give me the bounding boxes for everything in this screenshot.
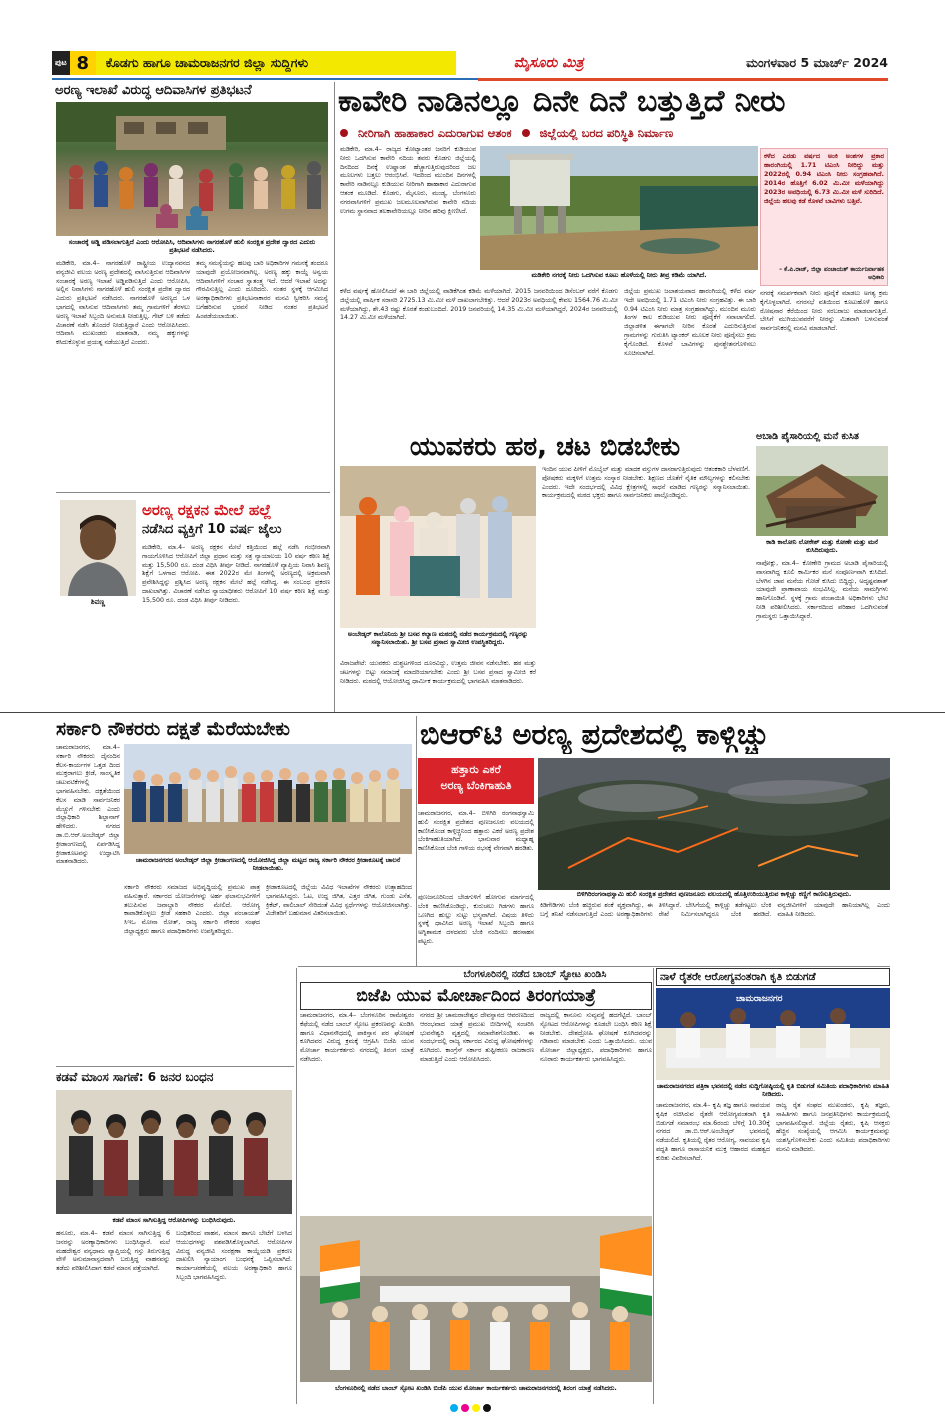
- fire-tag-line1: ಹತ್ತಾರು ಎಕರೆ: [451, 763, 501, 776]
- govt-body-mid: ಸರ್ಕಾರಿ ನೌಕರರು ಸಮಾಜದ ಅಭಿವೃದ್ಧಿಯಲ್ಲಿ ಪ್ರಮುಖ ಪಾತ್ರ ವಹಿಸುತ್ತಾರೆ. ಸರ್ಕಾರದ ಯೋಜನೆಗಳನ್ನು ಅರ್ಹ ಫಲಾನುಭವಿಗಳಿಗೆ ತಲುಪಿಸುವ ಜವಾಬ್ದಾರಿ ನೌಕರರ ಮೇಲಿದೆ. ಆರೋಗ್ಯ ಕಾಪಾಡಿಕೊಳ್ಳಲು ಕ್ರೀಡೆ ಸಹಕಾರಿ ಎಂದರು. ಜಿಲ್ಲಾ ಪಂಚಾಯತ್ ಸಿಇಒ ಮೋನಾ ರೋತ್, ರಾಜ್ಯ ಸರ್ಕಾರಿ ನೌಕರರ ಸಂಘದ ಜಿಲ್ಲಾಧ್ಯಕ್ಷರು ಹಾಗೂ ಪದಾಧಿಕಾರಿಗಳು ಉಪಸ್ಥಿತರಿದ್ದರು.: [124, 884, 260, 935]
- paper-date: ಮಂಗಳವಾರ 5 ಮಾರ್ಚ್ 2024: [746, 55, 888, 70]
- govt-headline: ಸರ್ಕಾರಿ ನೌಕರರು ದಕ್ಷತೆ ಮೆರೆಯಬೇಕು: [56, 718, 290, 740]
- fire-body-left: ಚಾಮರಾಜನಗರ, ಮಾ.4– ಬಿಳಿಗಿರಿ ರಂಗನಾಥಸ್ವಾಮಿ ಹುಲಿ ಸಂರಕ್ಷಿತ ಪ್ರದೇಶದ ಪುಣಜನೂರು ವಲಯದಲ್ಲಿ ಕಾಣಿಸಿಕೊಂಡ ಕಾಳ್ಗಿಚ್ಚಿನಿಂದ ಹತ್ತಾರು ಎಕರೆ ಅರಣ್ಯ ಪ್ರದೇಶ ಬೆಂಕಿಗಾಹುತಿಯಾಗಿದೆ. ಭಾನುವಾರ ಮಧ್ಯಾಹ್ನ ಕಾಣಿಸಿಕೊಂಡ ಬೆಂಕಿ ಗಾಳಿಯ ರಭಸಕ್ಕೆ ವೇಗವಾಗಿ ಹರಡಿತು.: [418, 810, 534, 853]
- health-body-right: ರಾಜ್ಯ ರೈತ ಸಂಘದ ಮುಖಂಡರು, ಕೃಷಿ ತಜ್ಞರು, ಸಾಹಿತಿಗಳು ಹಾಗೂ ಜನಪ್ರತಿನಿಧಿಗಳು ಕಾರ್ಯಕ್ರಮದಲ್ಲಿ ಭಾಗವಹಿಸಲಿದ್ದಾರೆ. ಜಿಲ್ಲೆಯ ರೈತರು, ಕೃಷಿ ಆಸಕ್ತರು ಹೆಚ್ಚಿನ ಸಂಖ್ಯೆಯಲ್ಲಿ ಆಗಮಿಸಿ ಕಾರ್ಯಕ್ರಮವನ್ನು ಯಶಸ್ವಿಗೊಳಿಸಬೇಕು ಎಂದು ಸಮಿತಿಯ ಪದಾಧಿಕಾರಿಗಳು ಮನವಿ ಮಾಡಿದರು.: [776, 1102, 890, 1153]
- meat-photo: [56, 1090, 292, 1214]
- masthead-rule-red: [478, 78, 888, 81]
- divider: [334, 82, 335, 712]
- house-body: ನಾಪೋಕ್ಲು, ಮಾ.4– ಕೋಣೇರಿ ಗ್ರಾಮದ ಅಬಾಡಿ ಪೈಸಾರಿಯಲ್ಲಿ ವಾಸವಾಗಿದ್ದ ಕೂಲಿ ಕಾರ್ಮಿಕರ ಮನೆ ಸಂಪೂರ್ಣವಾಗಿ ಕುಸಿದಿದೆ. ಬೆಳಗಿನ ಜಾವ ಮನೆಯ ಗೋಡೆ ಕುಸಿದು ಬಿದ್ದಿದ್ದು, ಅದೃಷ್ಟವಶಾತ್ ಯಾವುದೇ ಪ್ರಾಣಾಪಾಯ ಸಂಭವಿಸಿಲ್ಲ. ಮನೆಯ ಸಾಮಗ್ರಿಗಳು ಹಾನಿಗೊಂಡಿವೆ. ಸ್ಥಳಕ್ಕೆ ಗ್ರಾಮ ಪಂಚಾಯಿತಿ ಅಧಿಕಾರಿಗಳು ಭೇಟಿ ನೀಡಿ ಪರಿಶೀಲಿಸಿದರು. ಸರ್ಕಾರದಿಂದ ಪರಿಹಾರ ಒದಗಿಸುವಂತೆ ಗ್ರಾಮಸ್ಥರು ಒತ್ತಾಯಿಸಿದ್ದಾರೆ.: [756, 560, 888, 620]
- govt-body-left: ಚಾಮರಾಜನಗರ, ಮಾ.4– ಸರ್ಕಾರಿ ನೌಕರರು ದೈನಂದಿನ ಕೆಲಸ-ಕಾರ್ಯಗಳ ಒತ್ತಡ ದಿಂದ ಮುಕ್ತರಾಗಲು ಕ್ರೀಡೆ, ಸಾಂಸ್ಕೃತಿಕ ಚಟುವಟಿಕೆಗಳಲ್ಲಿ ಭಾಗವಹಿಸಬೇಕು. ದಕ್ಷತೆಯಿಂದ ಕೆಲಸ ಮಾಡಿ ಸಾರ್ವಜನಿಕರ ಮೆಚ್ಚುಗೆ ಗಳಿಸಬೇಕು ಎಂದು ಜಿಲ್ಲಾಧಿಕಾರಿ ಶಿಲ್ಪಾನಾಗ್ ಹೇಳಿದರು. ನಗರದ ಡಾ.ಬಿ.ಆರ್.ಅಂಬೇಡ್ಕರ್ ಜಿಲ್ಲಾ ಕ್ರೀಡಾಂಗಣದಲ್ಲಿ ಏರ್ಪಡಿಸಿದ್ದ ಕ್ರೀಡಾಕೂಟವನ್ನು ಉದ್ಘಾಟಿಸಿ ಮಾತನಾಡಿದರು.: [56, 744, 120, 866]
- jail-headline-1: ಅರಣ್ಯ ರಕ್ಷಕನ ಮೇಲೆ ಹಲ್ಲೆ: [142, 501, 272, 519]
- water-highlight-box: [760, 148, 888, 286]
- house-headline: ಅಬಾಡಿ ಪೈಸಾರಿಯಲ್ಲಿ ಮನೆ ಕುಸಿತ: [756, 431, 859, 442]
- bjp-body-right: ರಾಜ್ಯದಲ್ಲಿ ಕಾನೂನು ಸುವ್ಯವಸ್ಥೆ ಹದಗೆಟ್ಟಿದೆ. ಬಾಂಬ್ ಸ್ಫೋಟದ ಆರೋಪಿಗಳನ್ನು ಕೂಡಲೇ ಬಂಧಿಸಿ ಕಠಿಣ ಶಿಕ್ಷೆ ನೀಡಬೇಕು. ದೇಶದ್ರೋಹಿ ಘೋಷಣೆ ಕೂಗಿದವರನ್ನು ಗಡಿಪಾರು ಮಾಡಬೇಕು ಎಂದು ಒತ್ತಾಯಿಸಿದರು. ಯುವ ಮೋರ್ಚಾ ಜಿಲ್ಲಾಧ್ಯಕ್ಷರು, ಪದಾಧಿಕಾರಿಗಳು ಹಾಗೂ ನೂರಾರು ಕಾರ್ಯಕರ್ತರು ಭಾಗವಹಿಸಿದ್ದರು.: [540, 1012, 652, 1063]
- youth-headline: ಯುವಕರು ಹಠ, ಚಟ ಬಿಡಬೇಕು: [409, 432, 681, 462]
- jail-body: ಮಡಿಕೇರಿ, ಮಾ.4– ಅರಣ್ಯ ರಕ್ಷಕನ ಮೇಲೆ ಕತ್ತಿಯಿಂದ ಹಲ್ಲೆ ನಡೆಸಿ ಗಂಭೀರವಾಗಿ ಗಾಯಗೊಳಿಸಿದ ಆರೋಪಿಗೆ ಜಿಲ್ಲಾ ಪ್ರಧಾನ ಮತ್ತು ಸತ್ರ ನ್ಯಾಯಾಲಯ 10 ವರ್ಷ ಕಠಿಣ ಶಿಕ್ಷೆ ಮತ್ತು 15,500 ರೂ. ದಂಡ ವಿಧಿಸಿ ತೀರ್ಪು ನೀಡಿದೆ. ನಾಗರಹೊಳೆ ವ್ಯಾಪ್ತಿಯ ನಿವಾಸಿ ಶಿವಣ್ಣ ಶಿಕ್ಷೆಗೆ ಒಳಗಾದ ಆರೋಪಿ. ಈತ 2022ರ ಮೇ ತಿಂಗಳಲ್ಲಿ ಅರಣ್ಯದಲ್ಲಿ ಅಕ್ರಮವಾಗಿ ಪ್ರವೇಶಿಸಿದ್ದನ್ನು ಪ್ರಶ್ನಿಸಿದ ಅರಣ್ಯ ರಕ್ಷಕನ ಮೇಲೆ ಹಲ್ಲೆ ನಡೆಸಿದ್ದ. ಈ ಸಂಬಂಧ ಪ್ರಕರಣ ದಾಖಲಾಗಿತ್ತು. ವಿಚಾರಣೆ ನಡೆಸಿದ ನ್ಯಾಯಾಧೀಶರು ಆರೋಪಿಗೆ 10 ವರ್ಷ ಕಠಿಣ ಶಿಕ್ಷೆ ಮತ್ತು 15,500 ರೂ. ದಂಡ ವಿಧಿಸಿ ತೀರ್ಪು ನೀಡಿದರು.: [142, 544, 330, 604]
- forest-protest-body-right: ತಮ್ಮ ಸಮಸ್ಯೆಯನ್ನು ಹಲವು ಬಾರಿ ಅಧಿಕಾರಿಗಳ ಗಮನಕ್ಕೆ ತಂದರೂ ಯಾವುದೇ ಪ್ರಯೋಜನವಾಗಿಲ್ಲ. ಅರಣ್ಯ ಹಕ್ಕು ಕಾಯ್ದೆ ಅನ್ವಯ ಆದಿವಾಸಿಗಳಿಗೆ ಸಂಚಾರ ಸ್ವಾತಂತ್ರ್ಯ ಇದೆ. ಆದರೆ ಇಲಾಖೆ ಅದನ್ನು ಗೌರವಿಸುತ್ತಿಲ್ಲ ಎಂದು ದೂರಿದರು. ನಂತರ ಸ್ಥಳಕ್ಕೆ ಆಗಮಿಸಿದ ಅರಣ್ಯಾಧಿಕಾರಿಗಳು ಪ್ರತಿಭಟನಾಕಾರರ ಮನವಿ ಸ್ವೀಕರಿಸಿ ಸಮಸ್ಯೆ ಬಗೆಹರಿಸುವ ಭರವಸೆ ನೀಡಿದ ನಂತರ ಪ್ರತಿಭಟನೆ ಹಿಂಪಡೆಯಲಾಯಿತು.: [196, 260, 328, 320]
- water-highlight-text: ಕಳೆದ ಎರಡು ವರ್ಷದ ಅಂಕಿ ಅಂಶಗಳ ಪ್ರಕಾರ ಹಾರಂಗಿಯಲ್ಲಿ 1.71 ಟಿಎಂಸಿ ನೀರಿದ್ದು ಮತ್ತು 2022ರಲ್ಲಿ 0.94 ಟಿಎಂಸಿ ನೀರು ಸಂಗ್ರಹವಾಗಿದೆ. 2014ರ ಹೊತ್ತಿಗೆ 6.02 ಮಿ.ಮೀ ಮಳೆಯಾಗಿದ್ದು 2023ರ ಅವಧಿಯಲ್ಲಿ 6.73 ಮಿ.ಮೀ ಮಳೆ ಸುರಿದಿದೆ. ಜಿಲ್ಲೆಯ ಹಲವು ಕಡೆ ಕೊಳವೆ ಬಾವಿಗಳು ಬತ್ತಿವೆ.: [764, 152, 884, 205]
- water-subhead-1: ನೀರಿಗಾಗಿ ಹಾಹಾಕಾರ ಎದುರಾಗುವ ಆತಂಕ: [358, 125, 512, 140]
- fire-photo: [538, 758, 890, 890]
- water-body-right: ಜಿಲ್ಲೆಯ ಪ್ರಮುಖ ಜಲಾಶಯವಾದ ಹಾರಂಗಿಯಲ್ಲಿ ಕಳೆದ ವರ್ಷ ಇದೇ ಅವಧಿಯಲ್ಲಿ 1.71 ಟಿಎಂಸಿ ನೀರು ಸಂಗ್ರಹವಿತ್ತು. ಈ ಬಾರಿ 0.94 ಟಿಎಂಸಿ ನೀರು ಮಾತ್ರ ಸಂಗ್ರಹವಾಗಿದ್ದು, ಮುಂದಿನ ಮೂರು ತಿಂಗಳ ಕಾಲ ಕುಡಿಯುವ ನೀರು ಪೂರೈಕೆಗೆ ಸವಾಲಾಗಲಿದೆ. ಜಿಲ್ಲಾಡಳಿತ ಈಗಾಗಲೇ ನೀರಿನ ಕೊರತೆ ಎದುರಿಸುತ್ತಿರುವ ಗ್ರಾಮಗಳನ್ನು ಗುರುತಿಸಿ ಟ್ಯಾಂಕರ್ ಮೂಲಕ ನೀರು ಪೂರೈಸಲು ಕ್ರಮ ಕೈಗೊಂಡಿದೆ. ಕೊಳವೆ ಬಾವಿಗಳನ್ನು ಪುನಶ್ಚೇತನಗೊಳಿಸಲು ಸೂಚಿಸಲಾಗಿದೆ.: [624, 288, 756, 357]
- forest-protest-photo: [56, 102, 328, 236]
- youth-body-right: ಇಂದಿನ ಯುವ ಪೀಳಿಗೆ ಮೊಬೈಲ್ ಮತ್ತು ಮಾದಕ ವಸ್ತುಗಳ ದಾಸರಾಗುತ್ತಿರುವುದು ಆತಂಕಕಾರಿ ಬೆಳವಣಿಗೆ. ಪೋಷಕರು ಮಕ್ಕಳಿಗೆ ಉತ್ತಮ ಸಂಸ್ಕಾರ ನೀಡಬೇಕು. ಶಿಕ್ಷಣದ ಜೊತೆಗೆ ನೈತಿಕ ಮೌಲ್ಯಗಳನ್ನು ಕಲಿಸಬೇಕು ಎಂದರು. ಇದೇ ಸಂದರ್ಭದಲ್ಲಿ ವಿವಿಧ ಕ್ಷೇತ್ರಗಳಲ್ಲಿ ಸಾಧನೆ ಮಾಡಿದ ಗಣ್ಯರನ್ನು ಸನ್ಮಾನಿಸಲಾಯಿತು. ಕಾರ್ಯಕ್ರಮದಲ್ಲಿ ಮಠದ ಭಕ್ತರು ಹಾಗೂ ಸಾರ್ವಜನಿಕರು ಪಾಲ್ಗೊಂಡಿದ್ದರು.: [542, 466, 750, 500]
- bjp-body-mid: ನಗರದ ಶ್ರೀ ಚಾಮರಾಜೇಶ್ವರ ದೇವಸ್ಥಾನದ ಆವರಣದಿಂದ ಆರಂಭವಾದ ಯಾತ್ರೆ ಪ್ರಮುಖ ಬೀದಿಗಳಲ್ಲಿ ಸಂಚರಿಸಿ ಭುವನೇಶ್ವರಿ ವೃತ್ತದಲ್ಲಿ ಸಮಾವೇಶಗೊಂಡಿತು. ಈ ಸಂದರ್ಭದಲ್ಲಿ ರಾಜ್ಯ ಸರ್ಕಾರದ ವಿರುದ್ಧ ಘೋಷಣೆಗಳನ್ನು ಕೂಗಿದರು. ಕಾಂಗ್ರೆಸ್ ಸರ್ಕಾರ ತುಷ್ಟೀಕರಣ ರಾಜಕಾರಣ ಮಾಡುತ್ತಿದೆ ಎಂದು ಆರೋಪಿಸಿದರು.: [420, 1012, 534, 1063]
- water-body-left: ಮಡಿಕೇರಿ, ಮಾ.4– ರಾಜ್ಯದ ಕೋಟ್ಯಾಂತರ ಜನರಿಗೆ ಕುಡಿಯುವ ನೀರು ಒದಗಿಸುವ ಕಾವೇರಿ ನದಿಯ ತವರು ಕೊಡಗು ಜಿಲ್ಲೆಯಲ್ಲಿ ದಿನದಿಂದ ದಿನಕ್ಕೆ ಉಷ್ಣಾಂಶ ಹೆಚ್ಚಾಗುತ್ತಿರುವುದರಿಂದ ಜಲ ಮೂಲಗಳು ಬತ್ತಲು ಆರಂಭಿಸಿವೆ. ಇದರಿಂದ ಮುಂದಿನ ದಿನಗಳಲ್ಲಿ ಕಾವೇರಿ ನಾಡಿನಲ್ಲೂ ಕುಡಿಯುವ ನೀರಿಗಾಗಿ ಹಾಹಾಕಾರ ಎದುರಾಗುವ ಆತಂಕ ಮೂಡಿದೆ. ಕೊಡಗು, ಮೈಸೂರು, ಮಂಡ್ಯ, ಬೆಂಗಳೂರು ನಗರವಾಸಿಗಳಿಗೆ ಪ್ರಮುಖ ಜಲಮೂಲವಾಗಿರುವ ಕಾವೇರಿ ನದಿಯ ಉಗಮ ಸ್ಥಾನವಾದ ತಲಕಾವೇರಿಯಲ್ಲೂ ನೀರಿನ ಹರಿವು ಕ್ಷೀಣಿಸಿದೆ.: [340, 146, 476, 215]
- divider: [56, 1066, 294, 1067]
- divider: [296, 968, 297, 1404]
- fire-tag-line2: ಅರಣ್ಯ ಬೆಂಕಿಗಾಹುತಿ: [440, 779, 512, 792]
- section-title: ಕೊಡಗು ಹಾಗೂ ಚಾಮರಾಜನಗರ ಜಿಲ್ಲಾ ಸುದ್ದಿಗಳು: [96, 51, 456, 75]
- page-number: 8: [70, 51, 96, 75]
- health-photo: [656, 988, 890, 1080]
- water-caption: ಮಡಿಕೇರಿ ನಗರಕ್ಕೆ ನೀರು ಒದಗಿಸುವ ಕೂಟು ಹೊಳೆಯಲ್ಲಿ ನೀರು ತೀವ್ರ ಕಡಿಮೆ ಯಾಗಿದೆ.: [531, 271, 707, 279]
- fire-body-mid2: ಕಿಡಿಗೇಡಿಗಳು ಬೆಂಕಿ ಹಚ್ಚಿರುವ ಶಂಕೆ ವ್ಯಕ್ತವಾಗಿದ್ದು, ಈ ಬಗ್ಗೆ ತನಿಖೆ ನಡೆಸಲಾಗುತ್ತಿದೆ ಎಂದು ಅರಣ್ಯಾಧಿಕಾರಿಗಳು ತಿಳಿಸಿದ್ದಾರೆ. ಬೇಸಿಗೆಯಲ್ಲಿ ಕಾಳ್ಗಿಚ್ಚು ತಡೆಗಟ್ಟಲು ಬೆಂಕಿ ರೇಖೆ ನಿರ್ಮಿಸಲಾಗಿದ್ದರೂ ಬೆಂಕಿ ಹರಡಿದೆ. ವನ್ಯಜೀವಿಗಳಿಗೆ ಯಾವುದೇ ಹಾನಿಯಾಗಿಲ್ಲ ಎಂದು ಮಾಹಿತಿ ನೀಡಿದರು.: [540, 902, 890, 918]
- water-subhead-2: ಜಿಲ್ಲೆಯಲ್ಲಿ ಬರದ ಪರಿಸ್ಥಿತಿ ನಿರ್ಮಾಣ: [539, 125, 674, 140]
- masthead-rule-blue: [52, 78, 478, 80]
- meat-body-right: ಬಂಧಿತರಿಂದ ವಾಹನ, ಮಾಂಸ ಹಾಗೂ ಬೇಟೆಗೆ ಬಳಸಿದ ಆಯುಧಗಳನ್ನು ವಶಪಡಿಸಿಕೊಳ್ಳಲಾಗಿದೆ. ಆರೋಪಿಗಳ ವಿರುದ್ಧ ವನ್ಯಜೀವಿ ಸಂರಕ್ಷಣಾ ಕಾಯ್ದೆಯಡಿ ಪ್ರಕರಣ ದಾಖಲಿಸಿ ನ್ಯಾಯಾಂಗ ಬಂಧನಕ್ಕೆ ಒಪ್ಪಿಸಲಾಗಿದೆ. ಕಾರ್ಯಾಚರಣೆಯಲ್ಲಿ ವಲಯ ಅರಣ್ಯಾಧಿಕಾರಿ ಹಾಗೂ ಸಿಬ್ಬಂದಿ ಭಾಗವಹಿಸಿದ್ದರು.: [176, 1230, 292, 1281]
- fire-headline: ಬಿಆರ್‌ಟಿ ಅರಣ್ಯ ಪ್ರದೇಶದಲ್ಲಿ ಕಾಳ್ಗಿಚ್ಚು: [420, 717, 769, 751]
- divider: [56, 492, 330, 493]
- jail-photo-label: ಶಿವಣ್ಣ: [90, 598, 106, 606]
- health-headline: ನಾಳೆ ರೈತರೇ ಆರೋಗ್ಯವಂತರಾಗಿ ಕೃತಿ ಬಿಡುಗಡೆ: [656, 968, 890, 986]
- bjp-headline: ಬಿಜೆಪಿ ಯುವ ಮೋರ್ಚಾದಿಂದ ತಿರಂಗಯಾತ್ರೆ: [300, 982, 652, 1010]
- page-fold-line: [0, 712, 945, 713]
- govt-body-right: ಕ್ರೀಡಾಕೂಟದಲ್ಲಿ ಜಿಲ್ಲೆಯ ವಿವಿಧ ಇಲಾಖೆಗಳ ನೌಕರರು ಉತ್ಸಾಹದಿಂದ ಭಾಗವಹಿಸಿದ್ದರು. ಓಟ, ಉದ್ದ ಜಿಗಿತ, ಎತ್ತರ ಜಿಗಿತ, ಗುಂಡು ಎಸೆತ, ಕ್ರಿಕೆಟ್, ವಾಲಿಬಾಲ್ ಸೇರಿದಂತೆ ವಿವಿಧ ಸ್ಪರ್ಧೆಗಳನ್ನು ಆಯೋಜಿಸಲಾಗಿತ್ತು. ವಿಜೇತರಿಗೆ ಬಹುಮಾನ ವಿತರಿಸಲಾಯಿತು.: [266, 884, 412, 918]
- registration-marks-bottom: [450, 1404, 496, 1412]
- water-body-far-right: ನಗರಕ್ಕೆ ಸಮರ್ಪಕವಾಗಿ ನೀರು ಪೂರೈಕೆ ಮಾಡಲು ಅಗತ್ಯ ಕ್ರಮ ಕೈಗೊಳ್ಳಲಾಗಿದೆ. ನಗರಸಭೆ ವತಿಯಿಂದ ಕೂಟುಹೊಳೆ ಹಾಗೂ ರೋಷನಾರ ಕೆರೆಯಿಂದ ನೀರು ಸರಬರಾಜು ಮಾಡಲಾಗುತ್ತಿದೆ. ಬೇಸಿಗೆ ಮುಗಿಯುವವರೆಗೆ ನೀರನ್ನು ಮಿತವಾಗಿ ಬಳಸುವಂತೆ ಸಾರ್ವಜನಿಕರಲ್ಲಿ ಮನವಿ ಮಾಡಲಾಗಿದೆ.: [760, 290, 888, 333]
- water-subhead-row: [340, 124, 888, 142]
- fire-caption: ಬಿಳಿಗಿರಿರಂಗನಾಥಸ್ವಾಮಿ ಹುಲಿ ಸಂರಕ್ಷಿತ ಪ್ರದೇಶದ ಪುಣಜನೂರು ವಲಯದಲ್ಲಿ ಹೊತ್ತಿಉರಿಯುತ್ತಿರುವ ಕಾಳ್ಗಿಚ್ಚು ಕಣ್ಣಿಗೆ ಕಾಣಿಸುತ್ತಿರುವುದು.: [576, 890, 852, 898]
- water-highlight-quote: – ಕೆ.ಪಿ.ರಾಜ್, ಜಿಲ್ಲಾ ಪಂಚಾಯತ್ ಕಾರ್ಯನಿರ್ವಾಹಕ ಅಧಿಕಾರಿ: [779, 266, 884, 281]
- jail-portrait: [60, 500, 136, 596]
- forest-protest-caption: ಸಂಚಾರಕ್ಕೆ ಅಡ್ಡಿ ಪಡಿಸಲಾಗುತ್ತಿದೆ ಎಂದು ಆರೋಪಿಸಿ, ಆದಿವಾಸಿಗಳು ನಾಗರಹೊಳೆ ಹುಲಿ ಸಂರಕ್ಷಿತ ಪ್ರದೇಶ ದ್ವಾರದ ಎದುರು ಪ್ರತಿಭಟನೆ ನಡೆಸಿದರು.: [68, 238, 316, 254]
- water-photo: [480, 146, 758, 270]
- forest-protest-headline: ಅರಣ್ಯ ಇಲಾಖೆ ವಿರುದ್ಧ ಆದಿವಾಸಿಗಳ ಪ್ರತಿಭಟನೆ: [55, 83, 252, 98]
- fire-body-mid: ಪುಣಜನೂರಿನಿಂದ ಬೇಡಗುಳಿಗೆ ಹೋಗುವ ಮಾರ್ಗದಲ್ಲಿ ಬೆಂಕಿ ಕಾಣಿಸಿಕೊಂಡಿದ್ದು, ಕುರುಚಲು ಗಿಡಗಳು ಹಾಗೂ ಒಣಗಿದ ಹುಲ್ಲು ಸುಟ್ಟು ಭಸ್ಮವಾಗಿದೆ. ವಿಷಯ ತಿಳಿದು ಸ್ಥಳಕ್ಕೆ ಧಾವಿಸಿದ ಅರಣ್ಯ ಇಲಾಖೆ ಸಿಬ್ಬಂದಿ ಹಾಗೂ ಅಗ್ನಿಶಾಮಕ ದಳದವರು ಬೆಂಕಿ ನಂದಿಸಲು ಹರಸಾಹಸ ಪಟ್ಟರು.: [418, 894, 534, 945]
- govt-caption: ಚಾಮರಾಜನಗರದ ಅಂಬೇಡ್ಕರ್ ಜಿಲ್ಲಾ ಕ್ರೀಡಾಂಗಣದಲ್ಲಿ ಆಯೋಜಿಸಿದ್ದ ಜಿಲ್ಲಾ ಮಟ್ಟದ ರಾಜ್ಯ ಸರ್ಕಾರಿ ನೌಕರರ ಕ್ರೀಡಾಕೂಟಕ್ಕೆ ಚಾಲನೆ ನೀಡಲಾಯಿತು.: [135, 856, 401, 872]
- page-label: ಪುಟ: [52, 51, 70, 75]
- divider: [298, 966, 890, 967]
- youth-caption: ಅಂಬೇಡ್ಕರ್ ಕಾಲೊನಿಯ ಶ್ರೀ ಬಸವ ಕಲ್ಯಾಣ ಮಠದಲ್ಲಿ ನಡೆದ ಕಾರ್ಯಕ್ರಮದಲ್ಲಿ ಗಣ್ಯರನ್ನು ಸನ್ಮಾನಿಸಲಾಯಿತು. ಶ್ರೀ ಬಸವ ಪ್ರಸಾದ ಸ್ವಾಮೀಜಿ ಉಪಸ್ಥಿತರಿದ್ದರು.: [347, 630, 529, 646]
- bjp-caption: ಬೆಂಗಳೂರಿನಲ್ಲಿ ನಡೆದ ಬಾಂಬ್ ಸ್ಫೋಟ ಖಂಡಿಸಿ ಬಿಜೆಪಿ ಯುವ ಮೋರ್ಚಾ ಕಾರ್ಯಕರ್ತರು ಚಾಮರಾಜನಗರದಲ್ಲಿ ತಿರಂಗ ಯಾತ್ರೆ ನಡೆಸಿದರು.: [335, 1384, 617, 1392]
- divider: [416, 716, 417, 966]
- jail-headline-2: ನಡೆಸಿದ ವ್ಯಕ್ತಿಗೆ 10 ವರ್ಷ ಜೈಲು: [142, 522, 282, 537]
- masthead: [52, 50, 888, 76]
- health-banner: ಚಾಮರಾಜನಗರ: [736, 994, 783, 1004]
- bjp-kicker: ಬೆಂಗಳೂರಿನಲ್ಲಿ ನಡೆದ ಬಾಂಬ್ ಸ್ಫೋಟ ಖಂಡಿಸಿ: [463, 969, 607, 980]
- bjp-body-left: ಚಾಮರಾಜನಗರ, ಮಾ.4– ಬೆಂಗಳೂರಿನ ರಾಮೇಶ್ವರಂ ಕೆಫೆಯಲ್ಲಿ ನಡೆದ ಬಾಂಬ್ ಸ್ಫೋಟ ಪ್ರಕರಣವನ್ನು ಖಂಡಿಸಿ ಹಾಗೂ ವಿಧಾನಸೌಧದಲ್ಲಿ ಪಾಕಿಸ್ತಾನ ಪರ ಘೋಷಣೆ ಕೂಗಿದವರ ವಿರುದ್ಧ ಕ್ರಮಕ್ಕೆ ಆಗ್ರಹಿಸಿ ಬಿಜೆಪಿ ಯುವ ಮೋರ್ಚಾ ಕಾರ್ಯಕರ್ತರು ನಗರದಲ್ಲಿ ತಿರಂಗ ಯಾತ್ರೆ ನಡೆಸಿದರು.: [300, 1012, 414, 1063]
- house-photo: [756, 446, 888, 536]
- meat-headline: ಕಡವೆ ಮಾಂಸ ಸಾಗಣೆ: 6 ಜನರ ಬಂಧನ: [56, 1070, 214, 1084]
- divider: [653, 968, 654, 1404]
- bullet-icon: [522, 129, 530, 137]
- water-headline: ಕಾವೇರಿ ನಾಡಿನಲ್ಲೂ ದಿನೇ ದಿನೆ ಬತ್ತುತ್ತಿದೆ ನೀರು: [338, 84, 786, 119]
- youth-body-left: ವಿರಾಜಪೇಟೆ: ಯುವಕರು ದುಶ್ಚಟಗಳಿಂದ ದೂರವಿದ್ದು, ಉತ್ತಮ ಜೀವನ ನಡೆಸಬೇಕು. ಹಠ ಮತ್ತು ಚಟಗಳನ್ನು ಬಿಟ್ಟು ಸಮಾಜಕ್ಕೆ ಮಾದರಿಯಾಗಬೇಕು ಎಂದು ಶ್ರೀ ಬಸವ ಪ್ರಸಾದ ಸ್ವಾಮೀಜಿ ಕರೆ ನೀಡಿದರು. ಮಠದಲ್ಲಿ ಆಯೋಜಿಸಿದ್ದ ಧಾರ್ಮಿಕ ಕಾರ್ಯಕ್ರಮದಲ್ಲಿ ಭಾಗವಹಿಸಿ ಮಾತನಾಡಿದರು.: [340, 660, 536, 685]
- meat-caption: ಕಡವೆ ಮಾಂಸ ಸಾಗಿಸುತ್ತಿದ್ದ ಆರೋಪಿಗಳನ್ನು ಬಂಧಿಸಿರುವುದು.: [112, 1216, 236, 1224]
- health-body-left: ಚಾಮರಾಜನಗರ, ಮಾ.4– ಕೃಷಿ ತಜ್ಞ ಹಾಗೂ ಸಾವಯವ ಕೃಷಿಕ ರಚಿಸಿರುವ ರೈತರೇ ಆರೋಗ್ಯವಂತರಾಗಿ ಕೃತಿ ಬಿಡುಗಡೆ ಸಮಾರಂಭ ಮಾ.6ರಂದು ಬೆಳಿಗ್ಗೆ 10.30ಕ್ಕೆ ನಗರದ ಡಾ.ಬಿ.ಆರ್.ಅಂಬೇಡ್ಕರ್ ಭವನದಲ್ಲಿ ನಡೆಯಲಿದೆ. ಕೃತಿಯಲ್ಲಿ ರೈತರ ಆರೋಗ್ಯ, ಸಾವಯವ ಕೃಷಿ ಪದ್ಧತಿ ಹಾಗೂ ರಾಸಾಯನಿಕ ಮುಕ್ತ ಆಹಾರದ ಮಹತ್ವದ ಕುರಿತು ವಿವರಿಸಲಾಗಿದೆ.: [656, 1102, 770, 1162]
- youth-photo: [340, 466, 536, 628]
- health-caption: ಚಾಮರಾಜನಗರದ ಪತ್ರಿಕಾ ಭವನದಲ್ಲಿ ನಡೆದ ಸುದ್ದಿಗೋಷ್ಠಿಯಲ್ಲಿ ಕೃತಿ ಬಿಡುಗಡೆ ಸಮಿತಿಯ ಪದಾಧಿಕಾರಿಗಳು ಮಾಹಿತಿ ನೀಡಿದರು.: [656, 1082, 890, 1098]
- bjp-photo: [300, 1216, 652, 1382]
- bullet-icon: [340, 129, 348, 137]
- paper-name: ಮೈಸೂರು ಮಿತ್ರ: [513, 55, 584, 71]
- forest-protest-body-left: ಮಡಿಕೇರಿ, ಮಾ.4– ನಾಗರಹೊಳೆ ರಾಷ್ಟ್ರೀಯ ಉದ್ಯಾನವನದ ವನ್ಯಜೀವಿ ವಲಯ ಅರಣ್ಯ ಪ್ರದೇಶದಲ್ಲಿ ವಾಸಿಸುತ್ತಿರುವ ಆದಿವಾಸಿಗಳ ಸಂಚಾರಕ್ಕೆ ಅರಣ್ಯ ಇಲಾಖೆ ಅಡ್ಡಿಪಡಿಸುತ್ತಿದೆ ಎಂದು ಆರೋಪಿಸಿ, ಅಲ್ಲಿನ ನಿವಾಸಿಗಳು ನಾಗರಹೊಳೆ ಹುಲಿ ಸಂರಕ್ಷಿತ ಪ್ರದೇಶ ದ್ವಾರದ ಎದುರು ಪ್ರತಿಭಟನೆ ನಡೆಸಿದರು. ನಾಗರಹೊಳೆ ಅರಣ್ಯದ ಒಳ ಭಾಗದಲ್ಲಿ ವಾಸಿಸುವ ಆದಿವಾಸಿಗಳು ತಮ್ಮ ಗ್ರಾಮಗಳಿಗೆ ತೆರಳಲು ಅರಣ್ಯ ಇಲಾಖೆ ಸಿಬ್ಬಂದಿ ಅನುಮತಿ ನೀಡುತ್ತಿಲ್ಲ. ಗೇಟ್ ಬಳಿ ತಡೆದು ವಿಚಾರಣೆ ನಡೆಸಿ ತೊಂದರೆ ನೀಡುತ್ತಿದ್ದಾರೆ ಎಂದು ಆರೋಪಿಸಿದರು. ಆದಿವಾಸಿ ಮುಖಂಡರು ಮಾತನಾಡಿ, ನಮ್ಮ ಹಕ್ಕುಗಳನ್ನು ಕಸಿದುಕೊಳ್ಳುವ ಪ್ರಯತ್ನ ನಡೆಯುತ್ತಿದೆ ಎಂದರು.: [56, 260, 190, 347]
- house-caption: ಕಾಡಿ ಕಾಲೋನಿ ಲೋಕೇಶ್ ಮತ್ತು ಕೋಣೇ ಮತ್ತು ಮನೆ ಕುಸಿದಿರುವುದು.: [766, 538, 878, 554]
- meat-body-left: ಹನೂರು, ಮಾ.4– ಕಡವೆ ಮಾಂಸ ಸಾಗಿಸುತ್ತಿದ್ದ 6 ಜನರನ್ನು ಅರಣ್ಯಾಧಿಕಾರಿಗಳು ಬಂಧಿಸಿದ್ದಾರೆ. ಮಲೆ ಮಹದೇಶ್ವರ ವನ್ಯಧಾಮ ವ್ಯಾಪ್ತಿಯಲ್ಲಿ ಗಸ್ತು ತಿರುಗುತ್ತಿದ್ದ ವೇಳೆ ಅನುಮಾನಾಸ್ಪದವಾಗಿ ಬರುತ್ತಿದ್ದ ವಾಹನವನ್ನು ತಡೆದು ಪರಿಶೀಲಿಸಿದಾಗ ಕಡವೆ ಮಾಂಸ ಪತ್ತೆಯಾಗಿದೆ.: [56, 1230, 170, 1273]
- govt-photo: [124, 744, 412, 854]
- fire-tag: [418, 758, 534, 804]
- water-body-mid: ಕಳೆದ ವರ್ಷಕ್ಕೆ ಹೋಲಿಸಿದರೆ ಈ ಬಾರಿ ಜಿಲ್ಲೆಯಲ್ಲಿ ವಾಡಿಕೆಗಿಂತ ಕಡಿಮೆ ಮಳೆಯಾಗಿದೆ. 2015 ಜನವರಿಯಿಂದ ಡಿಸೆಂಬರ್ ವರೆಗೆ ಕೊಡಗು ಜಿಲ್ಲೆಯಲ್ಲಿ ವಾರ್ಷಿಕ ಸರಾಸರಿ 2725.13 ಮಿ.ಮೀ ಮಳೆ ದಾಖಲಾಗಬೇಕಿತ್ತು. ಆದರೆ 2023ರ ಅವಧಿಯಲ್ಲಿ ಕೇವಲ 1564.76 ಮಿ.ಮೀ ಮಳೆಯಾಗಿದ್ದು, ಶೇ.43 ರಷ್ಟು ಕೊರತೆ ಕಂಡುಬಂದಿದೆ. 2019 ಜನವರಿಯಲ್ಲಿ 14.35 ಮಿ.ಮೀ ಮಳೆಯಾಗಿದ್ದರೆ, 2024ರ ಜನವರಿಯಲ್ಲಿ 14.27 ಮಿ.ಮೀ ಮಳೆಯಾಗಿದೆ.: [340, 288, 618, 322]
